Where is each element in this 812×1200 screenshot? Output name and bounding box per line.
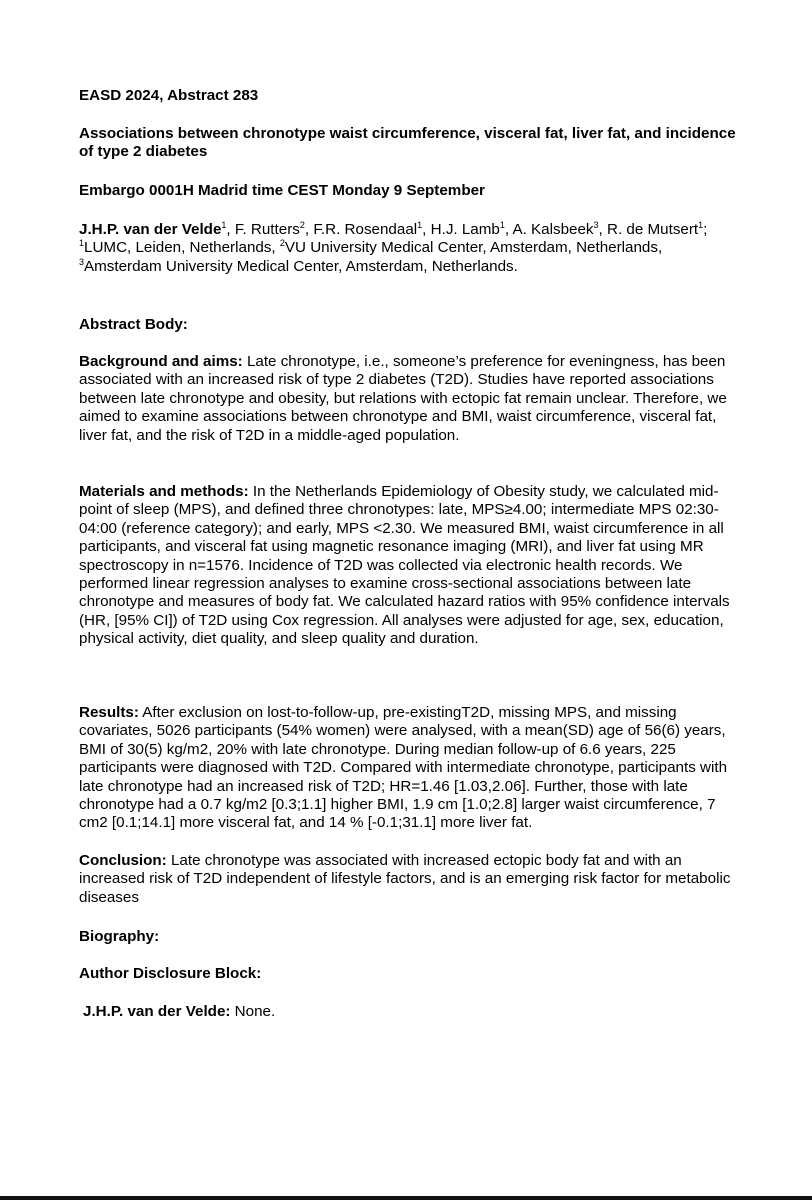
affiliation-2: $^2$VU University Medical Center, Amsterdam, Netherlands, (279, 238, 663, 257)
affiliation-3: $^3$Amsterdam University Medical Center, Amsterdam, Netherlands. (79, 256, 518, 275)
bottom-edge-bar (0, 1196, 812, 1200)
results-section (79, 704, 739, 833)
conference-header: EASD 2024, Abstract 283 (79, 87, 259, 104)
author-5: A. Kalsbeek$^3$, (512, 219, 607, 238)
embargo-notice: Embargo 0001H Madrid time CEST Monday 9 September (79, 182, 485, 199)
conclusion-text: Late chronotype was associated with increased ectopic body fat and with an increased risk of T2D independent of lifestyle factors, and is an emerging risk factor for metabolic diseases (79, 852, 731, 906)
methods-section (79, 483, 739, 649)
background-label: Background and aims: (79, 353, 243, 370)
conclusion-section (79, 852, 739, 907)
author-list (79, 221, 739, 276)
abstract-body-heading: Abstract Body: (79, 316, 188, 333)
disclosure-text: None. (230, 1003, 276, 1020)
author-3: F.R. Rosendaal$^1$, (313, 219, 431, 238)
abstract-title: Associations between chronotype waist circumference, visceral fat, liver fat, and incidence of type 2 diabetes (79, 125, 736, 161)
disclosure-entry (83, 1003, 743, 1021)
author-2: F. Rutters$^2$, (234, 219, 314, 238)
author-4: H.J. Lamb$^1$, (430, 219, 513, 238)
disclosure-heading: Author Disclosure Block: (79, 965, 262, 982)
methods-text: In the Netherlands Epidemiology of Obesity study, we calculated mid-point of sleep (MPS), and defined three chronotypes: late, MPS≥4.00; intermediate MPS 02:30-04:00 (reference category); and early, MPS <2.30. We measured BMI, waist circumference in all participants, and visceral fat using magnetic resonance imaging (MRI), and liver fat using MR spectroscopy in n=1576. Incidence of T2D was collected via electronic health records. We performed linear regression analyses to examine cross-sectional associations between late chronotype and measures of body fat. We calculated hazard ratios with 95% confidence intervals (HR, [95% CI]) of T2D using Cox regression. All analyses were adjusted for age, sex, education, physical activity, diet quality, and sleep quality and duration. (79, 483, 730, 648)
background-section (79, 353, 739, 445)
conclusion-label: Conclusion: (79, 852, 167, 869)
biography-heading: Biography: (79, 928, 160, 945)
results-text: After exclusion on lost-to-follow-up, pre-existingT2D, missing MPS, and missing covariates, 5026 participants (54% women) were analysed, with a mean(SD) age of 56(6) years, BMI of 30(5) kg/m2, 20% with late chronotype. During median follow-up of 6.6 years, 225 participants were diagnosed with T2D. Compared with intermediate chronotype, participants with late chronotype had an increased risk of T2D; HR=1.46 [1.03,2.06]. Further, those with late chronotype had a 0.7 kg/m2 [0.3;1.1] higher BMI, 1.9 cm [1.0;2.8] larger waist circumference, 7 cm2 [0.1;14.1] more visceral fat, and 14 % [-0.1;31.1] more liver fat. (79, 704, 728, 832)
methods-label: Materials and methods: (79, 483, 249, 500)
results-label: Results: (79, 704, 139, 721)
disclosure-author: J.H.P. van der Velde: (83, 1003, 231, 1020)
affiliation-1: $^1$LUMC, Leiden, Netherlands, (79, 238, 280, 257)
background-text: Late chronotype, i.e., someone’s preference for eveningness, has been associated with an increased risk of type 2 diabetes (T2D). Studies have reported associations between late chronotype and obesity, but relations with ectopic fat remain unclear. Therefore, we aimed to examine associations between chronotype and BMI, waist circumference, visceral fat, liver fat, and the risk of T2D in a middle-aged population. (79, 353, 727, 444)
author-6: R. de Mutsert$^1$; (607, 219, 708, 238)
author-1: J.H.P. van der Velde$^1$, (79, 219, 235, 238)
